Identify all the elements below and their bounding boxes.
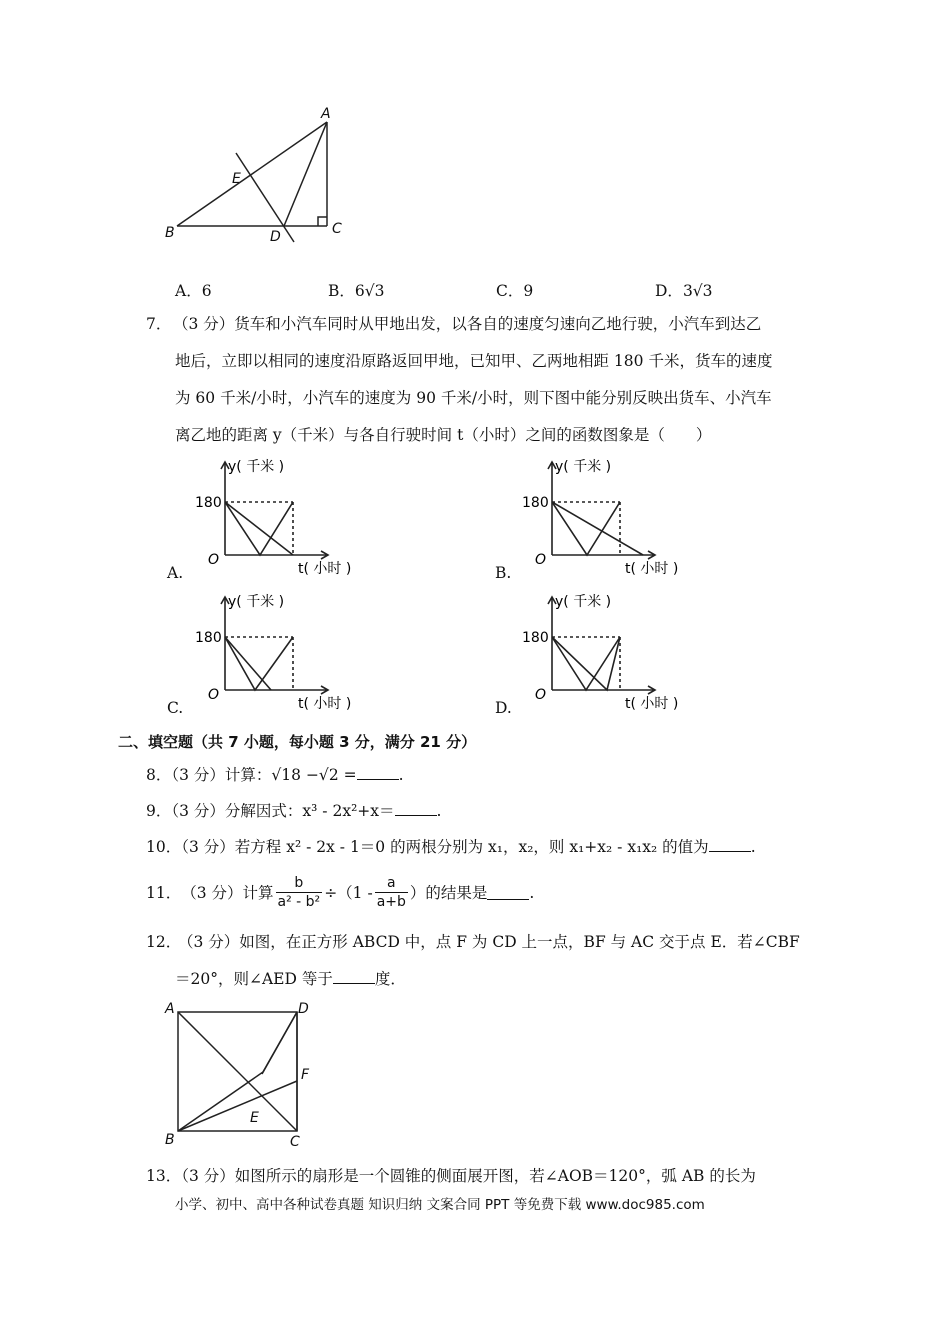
q13-number: 13． <box>146 1167 182 1185</box>
q11-fraction-1 <box>276 874 323 911</box>
q13-text: （3 分）如图所示的扇形是一个圆锥的侧面展开图，若∠AOB＝120°，弧 AB 的长为 <box>181 1167 756 1185</box>
q12-square-figure <box>160 997 330 1152</box>
q6-option-a[interactable] <box>175 279 212 301</box>
option-letter: A． <box>175 282 202 300</box>
fraction-denominator: a+b <box>376 894 406 910</box>
y-axis-label: y( 千米 ) <box>555 459 612 475</box>
q12-line-2-text: ＝20°，则∠AED 等于 <box>175 970 333 988</box>
y-value-label: 180 <box>195 495 222 511</box>
point-label-b: B <box>165 1132 175 1148</box>
q10-suffix: . <box>750 838 756 856</box>
q10-text: （3 分）若方程 x² - 2x - 1＝0 的两根分别为 x₁，x₂，则 x₁+x₂ - x₁x₂ 的值为 <box>181 838 709 856</box>
option-value: 6 <box>201 282 212 300</box>
q10-number: 10． <box>146 838 182 856</box>
point-label-d: D <box>298 1001 309 1017</box>
x-axis-label: t( 小时 ) <box>625 696 679 712</box>
option-value: 6√3 <box>354 282 385 300</box>
x-axis-label: t( 小时 ) <box>298 696 352 712</box>
q7-option-d[interactable]: D. <box>495 699 512 717</box>
x-axis-label: t( 小时 ) <box>625 561 679 577</box>
y-value-label: 180 <box>522 495 549 511</box>
q9-expression: x³ - 2x²+x＝ <box>302 802 395 820</box>
page-footer: 小学、初中、高中各种试卷真题 知识归纳 文案合同 PPT 等免费下载 www.doc985.com <box>175 1197 705 1213</box>
fraction-numerator: b <box>294 875 304 891</box>
y-axis-label: y( 千米 ) <box>228 459 285 475</box>
q9-answer-blank[interactable] <box>395 801 437 816</box>
origin-label: O <box>535 687 547 703</box>
q12-line-2-suffix: 度． <box>374 970 406 988</box>
q12-line-2 <box>175 969 406 989</box>
option-value: 3√3 <box>682 282 713 300</box>
q11-suffix-text: ）的结果是 <box>409 883 488 902</box>
point-label-f: F <box>301 1067 310 1083</box>
q7-line-3: 为 60 千米/小时，小汽车的速度为 90 千米/小时，则下图中能分别反映出货车、小汽车 <box>175 389 772 407</box>
q8-expression: √18 −√2 = <box>271 766 357 784</box>
point-label-a: A <box>165 1001 175 1017</box>
q11-suffix: . <box>529 883 535 902</box>
q7-option-c[interactable]: C. <box>167 699 184 717</box>
q11-number: 11． <box>146 883 182 902</box>
q10 <box>146 837 756 857</box>
y-value-label: 180 <box>195 630 222 646</box>
q9-suffix: . <box>436 802 442 820</box>
q8-number: 8． <box>146 766 172 784</box>
y-value-label: 180 <box>522 630 549 646</box>
q12-number: 12． <box>146 933 182 951</box>
point-label-e: E <box>232 171 241 187</box>
fraction-denominator: a² - b² <box>277 894 321 910</box>
q8 <box>146 765 404 785</box>
q7-graph-a <box>190 450 380 580</box>
point-label-b: B <box>165 225 175 241</box>
q11-fraction-2 <box>375 874 408 911</box>
y-axis-label: y( 千米 ) <box>555 594 612 610</box>
option-value: 9 <box>523 282 534 300</box>
q8-suffix: . <box>398 766 404 784</box>
q8-prefix: （3 分）计算： <box>171 766 272 784</box>
q11-mid: ÷（1 - <box>324 883 373 902</box>
point-label-d: D <box>270 229 281 245</box>
q7-line-4: 离乙地的距离 y（千米）与各自行驶时间 t（小时）之间的函数图象是（ ） <box>175 426 712 444</box>
q6-option-d[interactable] <box>655 279 713 301</box>
option-letter: B． <box>328 282 355 300</box>
q11 <box>146 874 534 911</box>
q6-option-c[interactable] <box>496 279 533 301</box>
q9 <box>146 801 441 821</box>
point-label-e: E <box>250 1110 259 1126</box>
q7-graph-b <box>517 450 707 580</box>
q7-graph-c <box>190 585 380 715</box>
q7-option-b[interactable]: B. <box>495 564 512 582</box>
q13 <box>146 1166 756 1186</box>
q7-number: 7． <box>146 315 172 333</box>
q8-answer-blank[interactable] <box>357 765 399 780</box>
q9-number: 9． <box>146 802 172 820</box>
fraction-numerator: a <box>387 875 396 891</box>
section-2-title: 二、填空题（共 7 小题，每小题 3 分，满分 21 分） <box>118 733 477 751</box>
y-axis-label: y( 千米 ) <box>228 594 285 610</box>
point-label-c: C <box>290 1134 300 1150</box>
q11-answer-blank[interactable] <box>487 885 529 900</box>
option-letter: D． <box>655 282 683 300</box>
q11-prefix: （3 分）计算 <box>181 883 274 902</box>
x-axis-label: t( 小时 ) <box>298 561 352 577</box>
q7-line-1: （3 分）货车和小汽车同时从甲地出发，以各自的速度匀速向乙地行驶，小汽车到达乙 <box>173 315 762 333</box>
q7-graph-d <box>517 585 707 715</box>
q7-option-a[interactable]: A. <box>167 564 184 582</box>
q10-answer-blank[interactable] <box>709 837 751 852</box>
q7-line-2: 地后，立即以相同的速度沿原路返回甲地，已知甲、乙两地相距 180 千米，货车的速度 <box>175 352 773 370</box>
q9-prefix: （3 分）分解因式： <box>171 802 303 820</box>
q12-line-1: （3 分）如图，在正方形 ABCD 中，点 F 为 CD 上一点，BF 与 AC 交于点 E．若∠CBF <box>178 933 800 951</box>
point-label-a: A <box>321 106 331 122</box>
origin-label: O <box>208 552 220 568</box>
origin-label: O <box>208 687 220 703</box>
origin-label: O <box>535 552 547 568</box>
q6-triangle-figure <box>160 105 360 245</box>
q12-answer-blank[interactable] <box>333 969 375 984</box>
q6-option-b[interactable] <box>328 279 385 301</box>
point-label-c: C <box>332 221 342 237</box>
option-letter: C． <box>496 282 524 300</box>
